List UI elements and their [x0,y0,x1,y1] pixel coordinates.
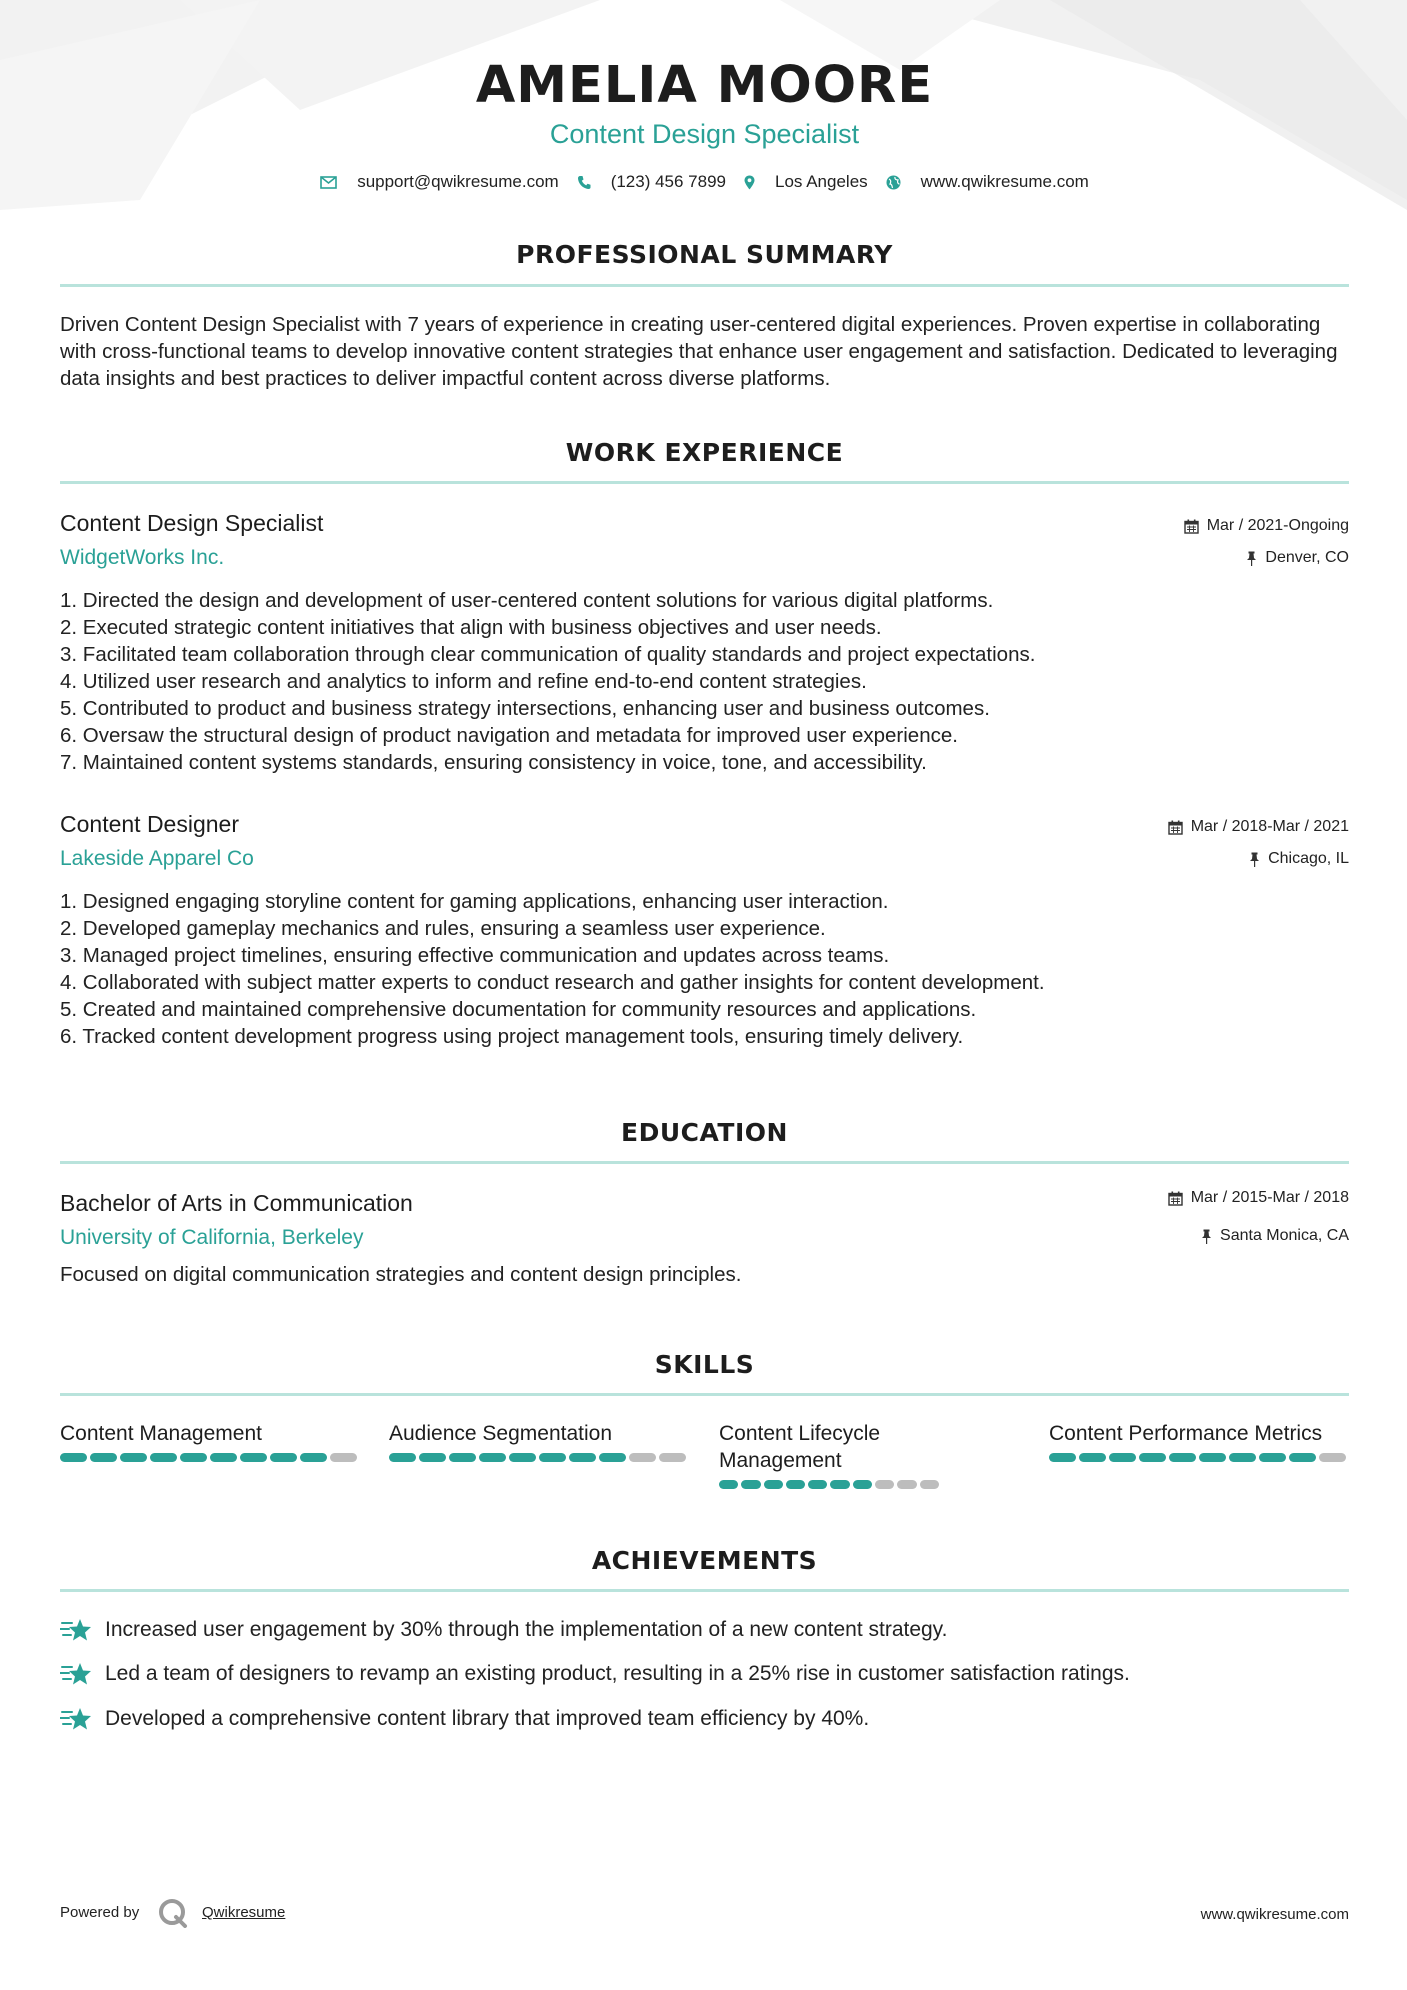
calendar-icon [1184,519,1199,534]
job-bullet: 6. Oversaw the structural design of product navigation and metadata for improved user experience. [60,724,958,747]
job-location-text: Chicago, IL [1268,850,1349,867]
job-bullet: 3. Facilitated team collaboration through clear communication of quality standards and project expectations. [60,643,1036,666]
skills-heading: SKILLS [654,1350,755,1379]
skill-item [1049,1420,1349,1462]
job-company: Lakeside Apparel Co [60,847,254,870]
skill-segment-filled [764,1480,783,1489]
contact-location-text: Los Angeles [775,172,868,191]
contact-website[interactable] [886,172,1089,192]
skill-name: Audience Segmentation [389,1422,612,1445]
calendar-icon [1168,820,1183,835]
pin-icon [1249,852,1260,867]
education-degree: Bachelor of Arts in Communication [60,1190,413,1216]
contact-phone[interactable] [577,172,726,192]
skill-segment-filled [1079,1453,1106,1462]
skill-segment-empty [659,1453,686,1462]
job-location [1249,850,1349,868]
skill-segment-filled [1259,1453,1286,1462]
globe-icon [886,175,901,190]
contact-email-text: support@qwikresume.com [357,172,559,191]
qwikresume-link[interactable]: Qwikresume [202,1904,286,1921]
experience-divider [60,481,1349,484]
contact-phone-text: (123) 456 7899 [610,172,727,191]
job-bullet: 5. Contributed to product and business strategy intersections, enhancing user and business outcomes. [60,697,990,720]
achievement-text: Led a team of designers to revamp an existing product, resulting in a 25% rise in customer satisfaction ratings. [105,1662,1130,1685]
skill-segment-filled [479,1453,506,1462]
education-dates [1168,1189,1349,1207]
contact-website-text: www.qwikresume.com [920,172,1089,191]
skill-level-bar [1049,1453,1349,1462]
education-location-text: Santa Monica, CA [1220,1227,1349,1244]
qwikresume-logo-icon [158,1898,188,1928]
achievement-item [60,1706,1349,1732]
achievement-item [60,1661,1349,1687]
shooting-star-icon [60,1706,93,1732]
skill-segment-filled [808,1480,827,1489]
experience-heading: WORK EXPERIENCE [565,438,844,467]
skills-divider [60,1393,1349,1396]
job-location-text: Denver, CO [1265,549,1349,566]
skill-segment-filled [853,1480,872,1489]
summary-text: Driven Content Design Specialist with 7 years of experience in creating user-centered digital experiences. Proven expertise in collaborating with cross-functional teams to develop innovative content strategies that enhance user engagement and satisfaction. Dedicated to leveraging data insights and best practices to deliver impactful content across diverse platforms. [60,313,1338,390]
skill-segment-filled [1169,1453,1196,1462]
powered-by-label: Powered by [60,1904,140,1921]
job-title: Content Designer [60,811,239,837]
skill-segment-filled [1229,1453,1256,1462]
contact-email[interactable] [320,172,559,192]
skill-segment-filled [120,1453,147,1462]
skill-item [719,1420,939,1489]
skill-segment-filled [180,1453,207,1462]
job-bullets [60,587,1035,776]
skill-segment-filled [719,1480,738,1489]
skill-segment-empty [920,1480,939,1489]
education-description: Focused on digital communication strategies and content design principles. [60,1263,742,1286]
skill-segment-empty [875,1480,894,1489]
calendar-icon [1168,1191,1183,1206]
job-dates [1184,517,1349,535]
skill-segment-filled [786,1480,805,1489]
job-bullet: 1. Directed the design and development of user-centered content solutions for various digital platforms. [60,589,994,612]
skill-segment-empty [629,1453,656,1462]
skill-segment-filled [569,1453,596,1462]
skill-segment-filled [419,1453,446,1462]
skill-segment-filled [1289,1453,1316,1462]
skill-segment-filled [1139,1453,1166,1462]
skill-name: Content Management [60,1422,262,1445]
skill-segment-filled [449,1453,476,1462]
shooting-star-icon [60,1617,93,1643]
skill-segment-empty [897,1480,916,1489]
skill-segment-filled [599,1453,626,1462]
education-dates-text: Mar / 2015-Mar / 2018 [1190,1189,1349,1206]
job-dates-text: Mar / 2018-Mar / 2021 [1190,818,1349,835]
envelope-icon [320,176,337,189]
skill-level-bar [719,1480,939,1489]
job-bullet: 2. Executed strategic content initiatives that align with business objectives and user needs. [60,616,882,639]
job-bullet: 3. Managed project timelines, ensuring effective communication and updates across teams. [60,944,890,967]
map-pin-icon [744,175,755,190]
skill-level-bar [60,1453,360,1462]
skill-segment-empty [330,1453,357,1462]
education-school: University of California, Berkeley [60,1226,364,1249]
skill-segment-filled [240,1453,267,1462]
job-location [1246,549,1349,567]
skill-name: Content Performance Metrics [1049,1422,1323,1445]
shooting-star-icon [60,1661,93,1687]
job-dates-text: Mar / 2021-Ongoing [1206,517,1349,534]
achievements-heading: ACHIEVEMENTS [591,1546,818,1575]
achievement-text: Developed a comprehensive content library that improved team efficiency by 40%. [105,1707,870,1730]
job-bullet: 5. Created and maintained comprehensive documentation for community resources and applications. [60,998,977,1021]
skill-segment-filled [150,1453,177,1462]
contact-bar [60,172,1349,192]
job-bullets [60,888,1045,1050]
contact-location [744,172,868,192]
skill-item [60,1420,360,1462]
pin-icon [1246,551,1257,566]
skill-level-bar [389,1453,689,1462]
summary-heading: PROFESSIONAL SUMMARY [516,240,893,269]
skill-item [389,1420,689,1462]
candidate-name: AMELIA MOORE [475,56,934,115]
job-dates [1168,818,1349,836]
job-bullet: 7. Maintained content systems standards, ensuring consistency in voice, tone, and accessibility. [60,751,927,774]
job-bullet: 4. Collaborated with subject matter experts to conduct research and gather insights for content development. [60,971,1045,994]
skill-segment-filled [300,1453,327,1462]
job-bullet: 4. Utilized user research and analytics to inform and refine end-to-end content strategies. [60,670,867,693]
skill-segment-filled [210,1453,237,1462]
skill-segment-filled [389,1453,416,1462]
skill-segment-filled [1109,1453,1136,1462]
skill-segment-filled [90,1453,117,1462]
skill-segment-filled [1199,1453,1226,1462]
skill-segment-filled [1049,1453,1076,1462]
skill-segment-filled [741,1480,760,1489]
pin-icon [1201,1229,1212,1244]
education-heading: EDUCATION [621,1118,788,1147]
skill-segment-filled [270,1453,297,1462]
phone-icon [577,175,591,190]
footer-website[interactable]: www.qwikresume.com [1200,1906,1349,1923]
skill-segment-filled [539,1453,566,1462]
job-title: Content Design Specialist [60,510,324,536]
footer [60,1896,1349,1932]
skill-segment-filled [830,1480,849,1489]
job-bullet: 1. Designed engaging storyline content for gaming applications, enhancing user interaction. [60,890,889,913]
achievement-item [60,1617,1349,1643]
skill-segment-empty [1319,1453,1346,1462]
summary-divider [60,284,1349,287]
skill-name: Content Lifecycle Management [719,1422,881,1472]
education-location [1201,1227,1349,1245]
job-bullet: 6. Tracked content development progress using project management tools, ensuring timely delivery. [60,1025,964,1048]
skill-segment-filled [509,1453,536,1462]
job-bullet: 2. Developed gameplay mechanics and rules, ensuring a seamless user experience. [60,917,826,940]
achievement-text: Increased user engagement by 30% through the implementation of a new content strategy. [105,1618,948,1641]
skill-segment-filled [60,1453,87,1462]
job-company: WidgetWorks Inc. [60,546,225,569]
education-divider [60,1161,1349,1164]
achievements-divider [60,1589,1349,1592]
candidate-role: Content Design Specialist [549,119,860,149]
